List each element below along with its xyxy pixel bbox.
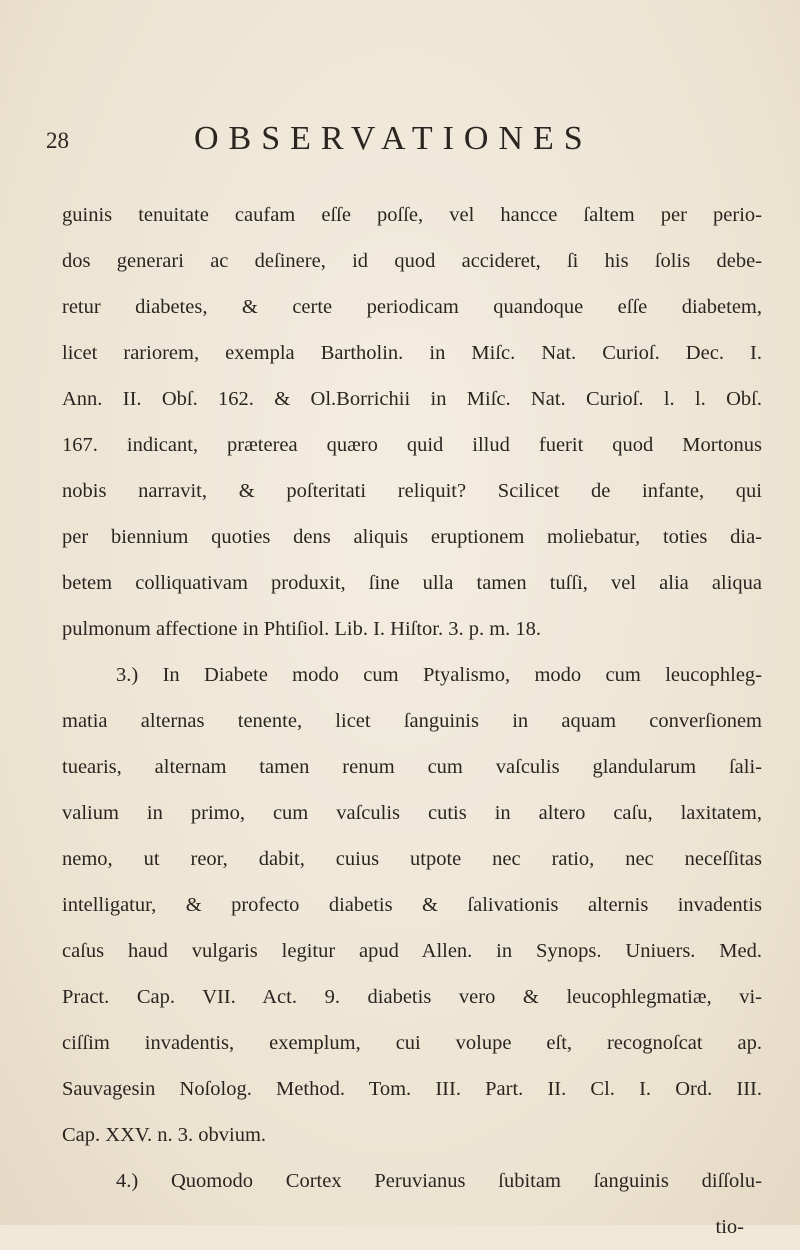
- text-line: Ann. II. Obſ. 162. & Ol.Borrichii in Miſc. Nat. Curioſ. l. l. Obſ.: [62, 388, 762, 410]
- text-line: retur diabetes, & certe periodicam quandoque eſſe diabetem,: [62, 296, 762, 318]
- text-line: matia alternas tenente, licet ſanguinis in aquam converſionem: [62, 710, 762, 732]
- text-line: nemo, ut reor, dabit, cuius utpote nec ratio, nec neceſſitas: [62, 848, 762, 870]
- text-line: nobis narravit, & poſteritati reliquit? Scilicet de infante, qui: [62, 480, 762, 502]
- text-line: Cap. XXV. n. 3. obvium.: [62, 1124, 267, 1146]
- text-line: caſus haud vulgaris legitur apud Allen. in Synops. Uniuers. Med.: [62, 940, 762, 962]
- text-line: tuearis, alternam tamen renum cum vaſculis glandularum ſali-: [62, 756, 762, 778]
- body-text: [62, 192, 762, 1250]
- catchword: tio-: [715, 1216, 744, 1238]
- running-title: OBSERVATIONES: [194, 120, 593, 157]
- text-line: licet rariorem, exempla Bartholin. in Miſc. Nat. Curioſ. Dec. I.: [62, 342, 762, 364]
- text-line: ciſſim invadentis, exemplum, cui volupe eſt, recognoſcat ap.: [62, 1032, 762, 1054]
- text-line: guinis tenuitate caufam eſſe poſſe, vel hancce ſaltem per perio-: [62, 204, 762, 226]
- text-line: per biennium quoties dens aliquis eruptionem moliebatur, toties dia-: [62, 526, 762, 548]
- page-header: [46, 120, 766, 160]
- text-line: betem colliquativam produxit, ſine ulla tamen tuſſi, vel alia aliqua: [62, 572, 762, 594]
- text-line: Sauvagesin Noſolog. Method. Tom. III. Part. II. Cl. I. Ord. III.: [62, 1078, 762, 1100]
- text-line: pulmonum affectione in Phtiſiol. Lib. I. Hiſtor. 3. p. m. 18.: [62, 618, 542, 640]
- text-line: 4.) Quomodo Cortex Peruvianus ſubitam ſanguinis diſſolu-: [116, 1170, 762, 1192]
- page-number: 28: [46, 128, 69, 153]
- text-line: dos generari ac deſinere, id quod accideret, ſi his ſolis debe-: [62, 250, 762, 272]
- text-line: valium in primo, cum vaſculis cutis in altero caſu, laxitatem,: [62, 802, 762, 824]
- text-line: 167. indicant, præterea quæro quid illud fuerit quod Mortonus: [62, 434, 762, 456]
- text-line: 3.) In Diabete modo cum Ptyalismo, modo cum leucophleg-: [116, 664, 762, 686]
- text-line: intelligatur, & profecto diabetis & ſalivationis alternis invadentis: [62, 894, 762, 916]
- text-line: Pract. Cap. VII. Act. 9. diabetis vero & leucophlegmatiæ, vi-: [62, 986, 762, 1008]
